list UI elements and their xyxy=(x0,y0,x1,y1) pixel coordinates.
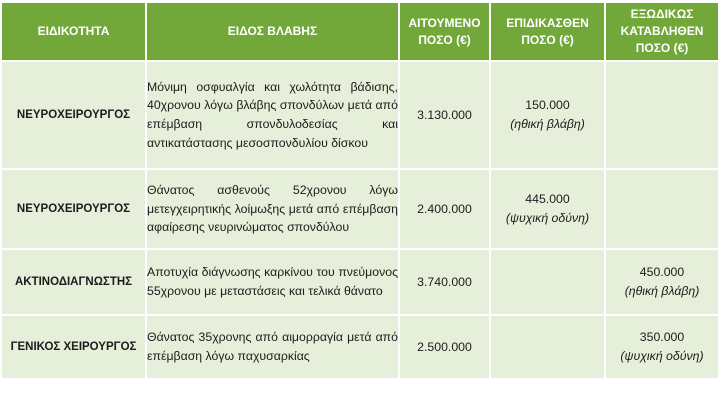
awarded-amount-cell xyxy=(490,169,605,249)
requested-amount-cell: 2.500.000 xyxy=(399,315,490,379)
settled-note: (ψυχική οδύνη) xyxy=(620,349,704,363)
settled-amount-cell xyxy=(605,249,718,315)
awarded-note: (ψυχική οδύνη) xyxy=(505,211,590,225)
header-settled-amount: ΕΞΩΔΙΚΩΣ ΚΑΤΑΒΛΗΘΕΝ ΠΟΣΟ (€) xyxy=(605,2,718,61)
header-requested-amount: ΑΙΤΟΥΜΕΝΟ ΠΟΣΟ (€) xyxy=(399,2,490,61)
table-row xyxy=(1,315,718,379)
settled-amount-cell xyxy=(605,61,718,169)
settled-amount: 450.000 xyxy=(639,265,685,279)
header-specialty: ΕΙΔΙΚΟΤΗΤΑ xyxy=(1,2,146,61)
table-row xyxy=(1,61,718,169)
settled-amount-cell xyxy=(605,169,718,249)
table-row xyxy=(1,169,718,249)
requested-amount-cell: 3.740.000 xyxy=(399,249,490,315)
awarded-amount-cell xyxy=(490,249,605,315)
description-cell: Θάνατος ασθενούς 52χρονου λόγω μετεγχειρητικής λοίμωξης μετά από επέμβαση αφαίρεσης νευρινώματος σπονδύλου xyxy=(146,169,399,249)
description-cell: Θάνατος 35χρονης από αιμορραγία μετά από επέμβαση λόγω παχυσαρκίας xyxy=(146,315,399,379)
description-cell: Αποτυχία διάγνωσης καρκίνου του πνεύμονος 55χρονου με μεταστάσεις και τελικά θάνατο xyxy=(146,249,399,315)
awarded-note: (ηθική βλάβη) xyxy=(510,117,585,131)
awarded-amount-cell xyxy=(490,61,605,169)
requested-amount-cell: 3.130.000 xyxy=(399,61,490,169)
table-header-row xyxy=(1,2,718,61)
awarded-amount: 150.000 xyxy=(525,98,570,112)
table-row xyxy=(1,249,718,315)
claims-table xyxy=(0,1,718,380)
header-damage-type: ΕΙΔΟΣ ΒΛΑΒΗΣ xyxy=(146,2,399,61)
settled-amount-cell xyxy=(605,315,718,379)
specialty-cell: ΓΕΝΙΚΟΣ ΧΕΙΡΟΥΡΓΟΣ xyxy=(1,315,146,379)
description-cell: Μόνιμη οσφυαλγία και χωλότητα βάδισης, 40χρονου λόγω βλάβης σπονδύλων μετά από επέμβαση σπονδυλοδεσίας και αντικατάστασης μεσοσπονδυλίου δίσκου xyxy=(146,61,399,169)
settled-note: (ηθική βλάβη) xyxy=(624,284,700,298)
specialty-cell: ΝΕΥΡΟΧΕΙΡΟΥΡΓΟΣ xyxy=(1,169,146,249)
settled-amount: 350.000 xyxy=(639,330,685,344)
awarded-amount: 445.000 xyxy=(525,192,570,206)
header-awarded-amount: ΕΠΙΔΙΚΑΣΘΕΝ ΠΟΣΟ (€) xyxy=(490,2,605,61)
specialty-cell: ΑΚΤΙΝΟΔΙΑΓΝΩΣΤΗΣ xyxy=(1,249,146,315)
specialty-cell: ΝΕΥΡΟΧΕΙΡΟΥΡΓΟΣ xyxy=(1,61,146,169)
awarded-amount-cell xyxy=(490,315,605,379)
requested-amount-cell: 2.400.000 xyxy=(399,169,490,249)
